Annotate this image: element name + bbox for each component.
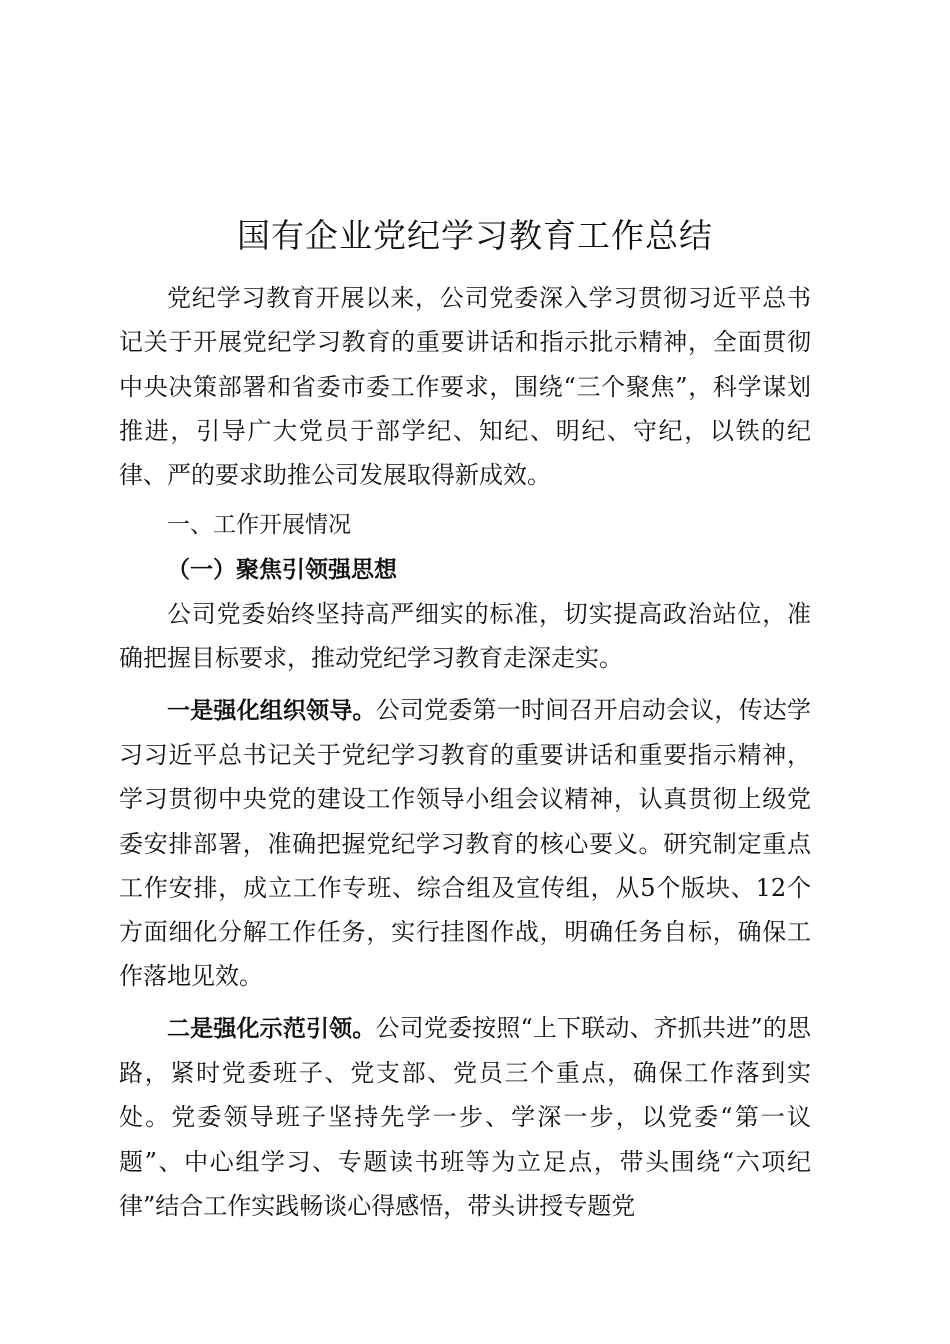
point-one-lead: 一是强化组织领导。 bbox=[167, 697, 376, 724]
intro-paragraph: 党纪学习教育开展以来，公司党委深入学习贯彻习近平总书记关于开展党纪学习教育的重要讲话和指示批示精神，全面贯彻中央决策部署和省委市委工作要求，围绕“三个聚焦”，科学谋划推进，引导广大党员于部学纪、知纪、明纪、守纪，以铁的纪律、严的要求助推公司发展取得新成效。 bbox=[119, 284, 811, 490]
subsection-heading: （一）聚焦引领强思想 bbox=[167, 556, 397, 583]
point-two-lead: 二是强化示范引领。 bbox=[167, 1015, 376, 1042]
point-two-paragraph bbox=[119, 1006, 811, 1228]
subsection-intro-paragraph: 公司党委始终坚持高严细实的标准，切实提高政治站位，准确把握目标要求，推动党纪学习教育走深走实。 bbox=[119, 600, 811, 673]
section-heading: 一、工作开展情况 bbox=[167, 512, 351, 539]
point-two-body: 公司党委按照“上下联动、齐抓共进”的思路，紧时党委班子、党支部、党员三个重点，确保工作落到实处。党委领导班子坚持先学一步、学深一步，以党委“第一议题”、中心组学习、专题读书班等为立足点，带头围绕“六项纪律”结合工作实践畅谈心得感悟，带头讲授专题党 bbox=[119, 1013, 811, 1220]
point-one-paragraph bbox=[119, 688, 811, 999]
document-title: 国有企业党纪学习教育工作总结 bbox=[237, 216, 713, 255]
document-body bbox=[119, 276, 811, 1228]
point-one-body: 公司党委第一时间召开启动会议，传达学习习近平总书记关于党纪学习教育的重要讲话和重要指示精神，学习贯彻中央党的建设工作领导小组会议精神，认真贯彻上级党委安排部署，准确把握党纪学习教育的核心要义。研究制定重点工作安排，成立工作专班、综合组及宣传组，从5个版块、12个方面细化分解工作任务，实行挂图作战，明确任务自标，确保工作落地见效。 bbox=[119, 695, 812, 991]
